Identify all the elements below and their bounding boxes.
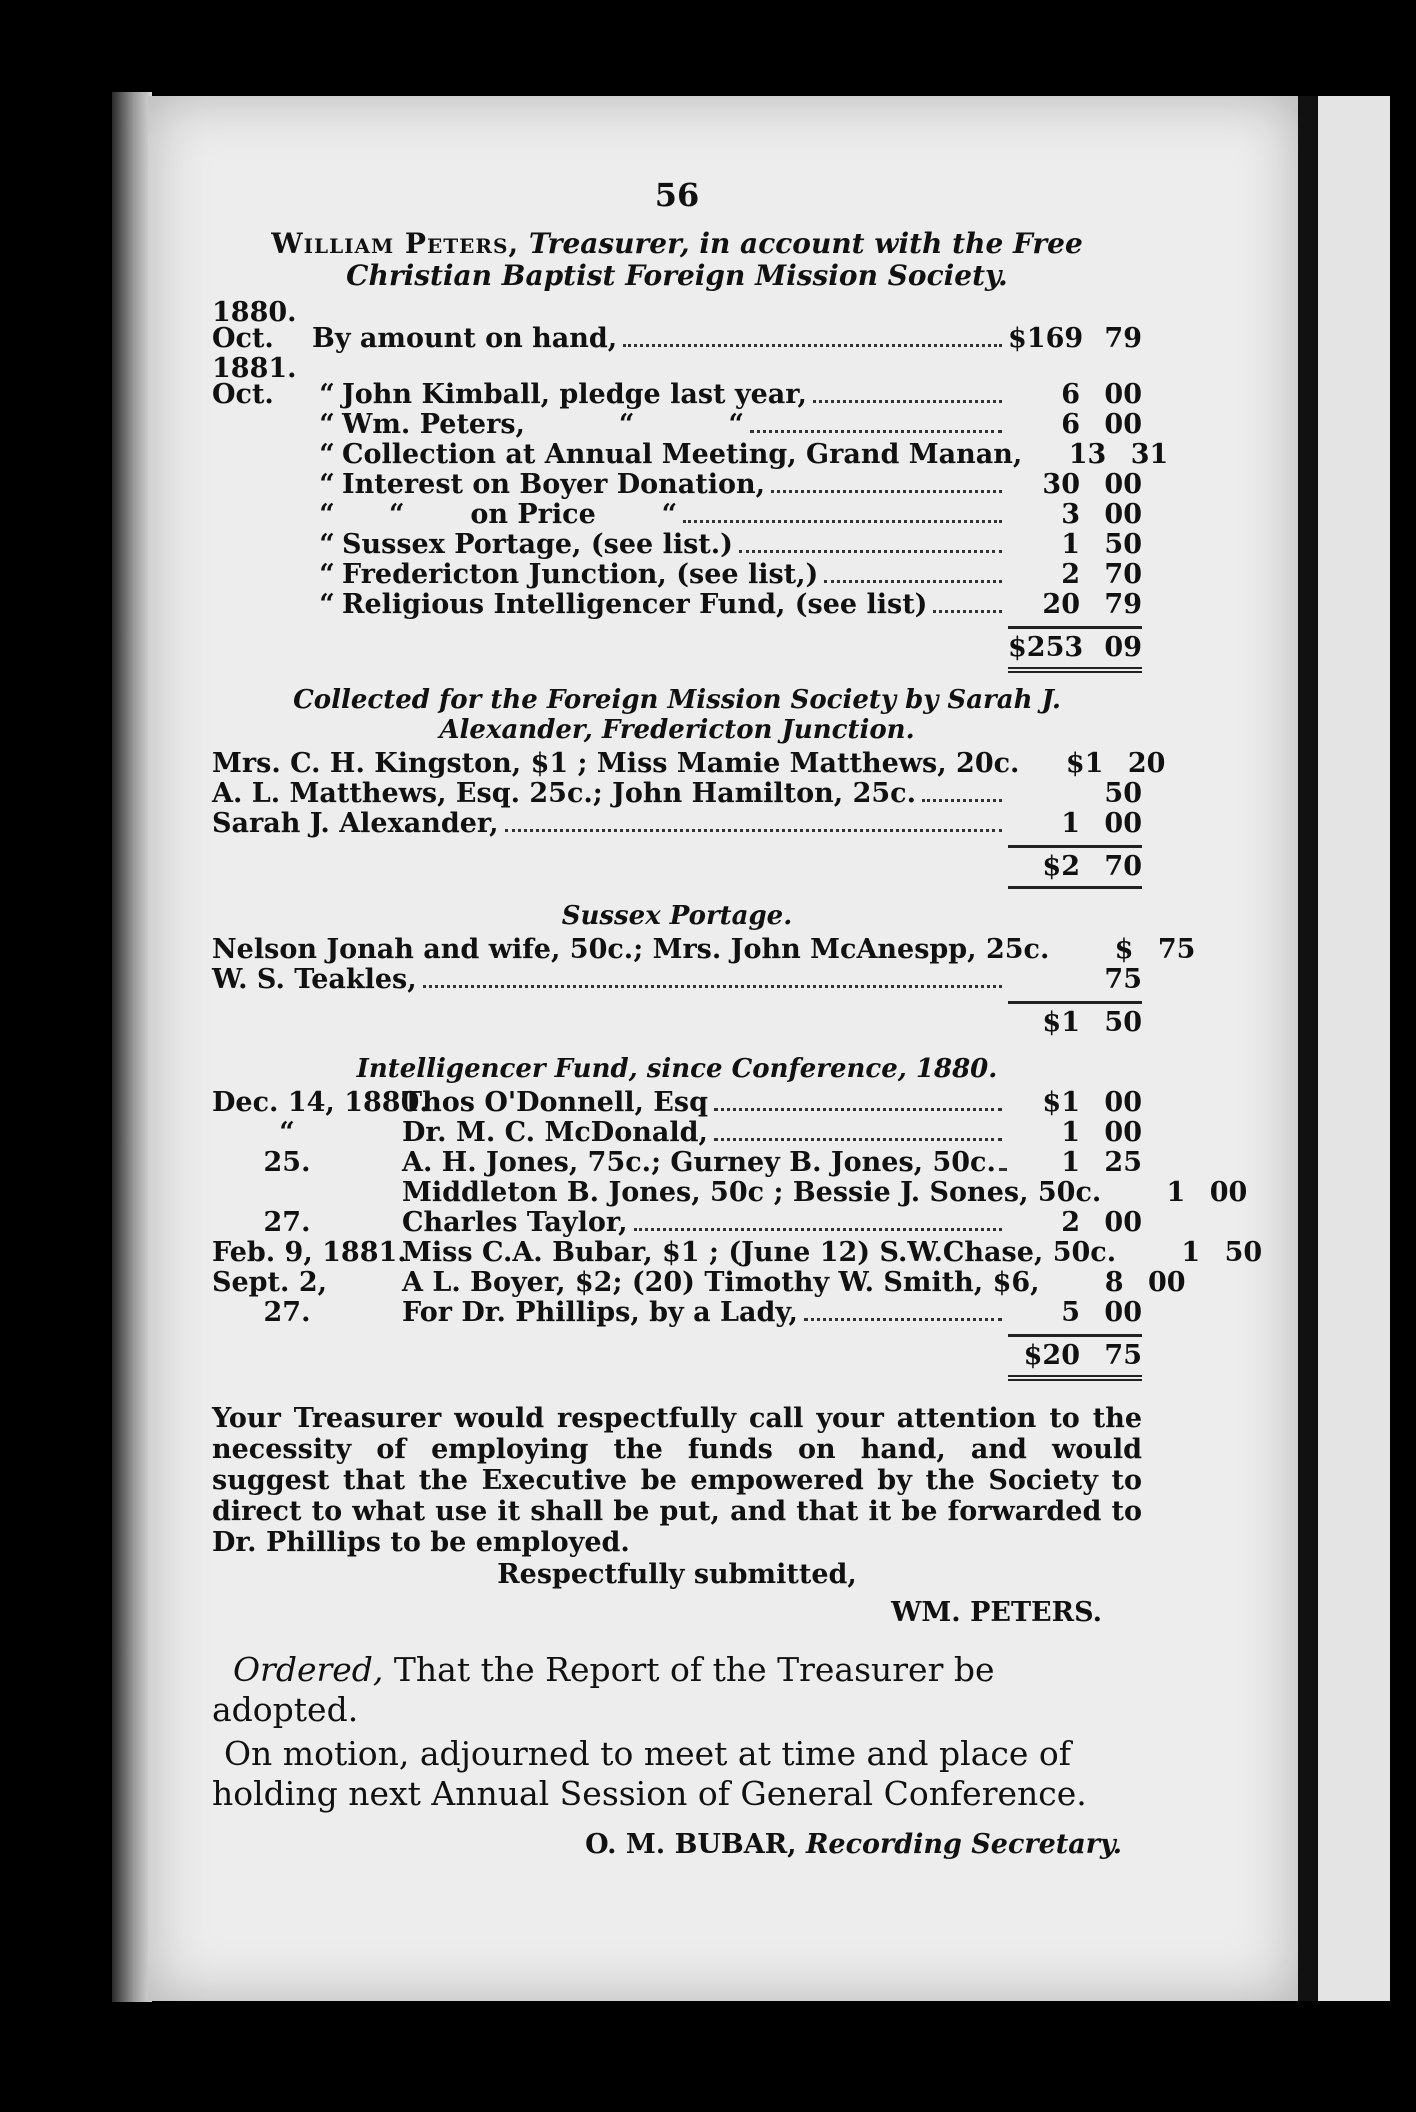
ordered-line — [212, 1650, 1142, 1730]
row-dollars: 8 — [1104, 1267, 1124, 1298]
row-dollars: 6 — [1061, 379, 1080, 410]
total-dollars: $1 — [1042, 1007, 1080, 1038]
row-label: Interest on Boyer Donation, — [342, 469, 766, 500]
facing-page-edge — [1318, 96, 1390, 2001]
dot-leader — [824, 579, 1002, 583]
row-cents: 00 — [1104, 1117, 1142, 1148]
row-cents: 00 — [1104, 499, 1142, 530]
row-cents: 00 — [1209, 1177, 1248, 1208]
row-cents: 00 — [1104, 1297, 1142, 1328]
ledger-row — [212, 1177, 1248, 1208]
row-label: Middleton B. Jones, 50c ; Bessie J. Sones, 50c. — [402, 1177, 1102, 1208]
fredericton-title: Collected for the Foreign Mission Society by Sarah J. Alexander, Fredericton Junction. — [293, 685, 1061, 745]
dot-leader — [634, 1227, 1003, 1231]
row-dollars: 20 — [1042, 589, 1080, 620]
row-cents: 00 — [1148, 1267, 1186, 1298]
ditto-mark: “ — [319, 589, 335, 620]
dot-leader — [813, 399, 1002, 403]
total-cents: 70 — [1104, 851, 1142, 882]
ledger-row — [212, 380, 1142, 410]
row-dollars: 1 — [1166, 1177, 1186, 1208]
dot-leader — [804, 1317, 1002, 1321]
row-date: Sept. 2, — [212, 1267, 328, 1298]
row-label: Sarah J. Alexander, — [212, 808, 499, 839]
row-date: Dec. 14, 1880. — [212, 1087, 429, 1118]
ordered-text: That the Report of the Treasurer be adopted. — [212, 1650, 995, 1729]
row-cents: 50 — [1104, 529, 1142, 560]
row-label: A. L. Matthews, Esq. 25c.; John Hamilton, 25c. — [212, 778, 917, 809]
row-dollars: $169 — [1008, 323, 1084, 354]
row-dollars: 1 — [1061, 529, 1080, 560]
dot-leader — [683, 519, 1002, 523]
row-dollars: 5 — [1061, 1297, 1080, 1328]
row-dollars: 2 — [1061, 559, 1080, 590]
row-cents: 79 — [1104, 323, 1142, 354]
row-cents: 50 — [1224, 1237, 1263, 1268]
row-label: “ on Price “ — [342, 499, 678, 530]
dot-leader — [714, 1137, 1002, 1141]
row-cents: 20 — [1127, 748, 1166, 779]
total-box — [1008, 1001, 1142, 1042]
ledger-row — [212, 809, 1142, 839]
ledger-row — [212, 1148, 1142, 1178]
row-dollars: 6 — [1061, 409, 1080, 440]
total-cents: 09 — [1104, 632, 1142, 663]
row-cents: 25 — [1104, 1147, 1142, 1178]
ledger-row — [212, 1237, 1263, 1268]
submitted-line: Respectfully submitted, — [497, 1559, 857, 1590]
row-cents: 75 — [1104, 964, 1142, 995]
year-1881: 1881. — [212, 353, 297, 384]
account-heading — [212, 228, 1142, 292]
row-dollars: 1 — [1061, 1147, 1080, 1178]
row-date: 25. — [263, 1147, 311, 1178]
total-dollars: $253 — [1008, 632, 1084, 663]
row-dollars: 2 — [1061, 1207, 1080, 1238]
ledger-row — [212, 590, 1142, 620]
ledger-row — [212, 1088, 1142, 1118]
row-label: Charles Taylor, — [402, 1207, 628, 1238]
total-cents: 50 — [1104, 1007, 1142, 1038]
row-label: Mrs. C. H. Kingston, $1 ; Miss Mamie Matthews, 20c. — [212, 748, 1020, 779]
ledger-row — [212, 1118, 1142, 1148]
ledger-row — [212, 324, 1142, 354]
year-1880: 1880. — [212, 297, 297, 328]
dot-leader — [750, 429, 1002, 433]
row-dollars: 1 — [1061, 808, 1080, 839]
row-cents: 00 — [1104, 1087, 1142, 1118]
dot-leader — [423, 984, 1002, 988]
row-label: Collection at Annual Meeting, Grand Manan, — [342, 439, 1023, 470]
dot-leader — [922, 798, 1002, 802]
ditto-mark: “ — [319, 469, 335, 500]
ledger-row — [212, 1208, 1142, 1238]
secretary-name: O. M. BUBAR, — [585, 1829, 797, 1860]
row-dollars: 30 — [1042, 469, 1080, 500]
row-cents: 79 — [1104, 589, 1142, 620]
ledger-row — [212, 410, 1142, 440]
ledger-row — [212, 1298, 1142, 1328]
ledger-row — [212, 560, 1142, 590]
treasurer-name: William Peters, — [271, 227, 520, 260]
ledger-row — [212, 439, 1169, 470]
fredericton-total — [212, 845, 1142, 889]
row-cents: 00 — [1104, 379, 1142, 410]
page-number: 56 — [654, 176, 700, 214]
row-label: John Kimball, pledge last year, — [342, 379, 807, 410]
intelligencer-title: Intelligencer Fund, since Conference, 1880. — [356, 1054, 998, 1084]
row-dollars: $ — [1114, 934, 1134, 965]
motion-paragraph: On motion, adjourned to meet at time and place of holding next Annual Session of General Conference. — [212, 1734, 1087, 1813]
dot-leader — [714, 1107, 1002, 1111]
row-cents: 00 — [1104, 409, 1142, 440]
row-dollars: 1 — [1181, 1237, 1201, 1268]
page-binding-shadow — [112, 92, 152, 2002]
ditto-mark: “ — [319, 379, 335, 410]
dot-leader — [739, 549, 1002, 553]
secretary-line — [212, 1830, 1122, 1860]
ditto-mark: “ — [319, 409, 335, 440]
row-date: Oct. — [212, 323, 274, 354]
ledger-row — [212, 1267, 1186, 1298]
row-label: Nelson Jonah and wife, 50c.; Mrs. John McAnespp, 25c. — [212, 934, 1050, 965]
ledger-row — [212, 965, 1142, 995]
row-dollars: $1 — [1042, 1087, 1080, 1118]
ledger-row — [212, 779, 1142, 809]
row-cents: 00 — [1104, 469, 1142, 500]
ditto-mark: “ — [319, 529, 335, 560]
row-label: Sussex Portage, (see list.) — [342, 529, 733, 560]
row-label: Dr. M. C. McDonald, — [402, 1117, 708, 1148]
row-dollars: 13 — [1068, 439, 1107, 470]
ordered-lead: Ordered, — [232, 1650, 384, 1689]
dot-leader — [623, 343, 1002, 347]
ledger-row — [212, 470, 1142, 500]
total-dollars: $2 — [1042, 851, 1080, 882]
ledger-row — [212, 748, 1166, 779]
account-total — [212, 626, 1142, 673]
row-label: Religious Intelligencer Fund, (see list) — [342, 589, 928, 620]
row-cents: 00 — [1104, 808, 1142, 839]
row-label: Wm. Peters, “ “ — [342, 409, 744, 440]
row-label: Miss C.A. Bubar, $1 ; (June 12) S.W.Chase, 50c. — [402, 1237, 1117, 1268]
ditto-mark: “ — [319, 439, 335, 470]
row-label: Thos O'Donnell, Esq — [402, 1087, 708, 1118]
ledger-row — [212, 934, 1196, 965]
total-box — [1008, 845, 1142, 889]
ledger-row — [212, 500, 1142, 530]
page-content — [212, 176, 1263, 1860]
ditto-mark: “ — [319, 499, 335, 530]
row-cents: 50 — [1104, 778, 1142, 809]
total-box — [1008, 1334, 1142, 1381]
ledger-row — [212, 530, 1142, 560]
row-label: A L. Boyer, $2; (20) Timothy W. Smith, $6, — [402, 1267, 1040, 1298]
recommendation-paragraph: Your Treasurer would respectfully call your attention to the necessity of employing the funds on hand, and would suggest that the Executive be empowered by the Society to direct to what use it shall be put, and that it be forwarded to Dr. Phillips to be employed. — [212, 1403, 1142, 1558]
sussex-title: Sussex Portage. — [561, 901, 793, 931]
secretary-title: Recording Secretary. — [805, 1829, 1122, 1860]
row-date: 27. — [263, 1297, 311, 1328]
row-dollars: $1 — [1065, 748, 1104, 779]
row-label: A. H. Jones, 75c.; Gurney B. Jones, 50c. — [402, 1147, 996, 1178]
total-box — [1008, 626, 1142, 673]
row-label: Fredericton Junction, (see list,) — [342, 559, 819, 590]
dot-leader — [933, 609, 1002, 613]
row-dollars: 1 — [1061, 1117, 1080, 1148]
row-cents: 70 — [1104, 559, 1142, 590]
page-edge-bar — [1298, 96, 1318, 2001]
row-date: Oct. — [212, 379, 274, 410]
dot-leader — [505, 828, 1002, 832]
row-cents: 75 — [1157, 934, 1196, 965]
row-date: “ — [279, 1117, 295, 1148]
row-cents: 00 — [1104, 1207, 1142, 1238]
row-dollars: 3 — [1061, 499, 1080, 530]
sussex-total — [212, 1001, 1142, 1042]
row-date: 27. — [263, 1207, 311, 1238]
row-label: For Dr. Phillips, by a Lady, — [402, 1297, 798, 1328]
row-cents: 31 — [1130, 439, 1169, 470]
row-label: W. S. Teakles, — [212, 964, 417, 995]
ditto-mark: “ — [319, 559, 335, 590]
treasurer-signature: WM. PETERS. — [891, 1597, 1102, 1628]
row-date: Feb. 9, 1881. — [212, 1237, 407, 1268]
row-label: By amount on hand, — [312, 323, 618, 354]
dot-leader — [771, 489, 1002, 493]
total-dollars: $20 — [1023, 1340, 1080, 1371]
total-cents: 75 — [1104, 1340, 1142, 1371]
intelligencer-total — [212, 1334, 1142, 1381]
heading-text: Treasurer, in account with the Free Christian Baptist Foreign Mission Society. — [346, 227, 1083, 292]
